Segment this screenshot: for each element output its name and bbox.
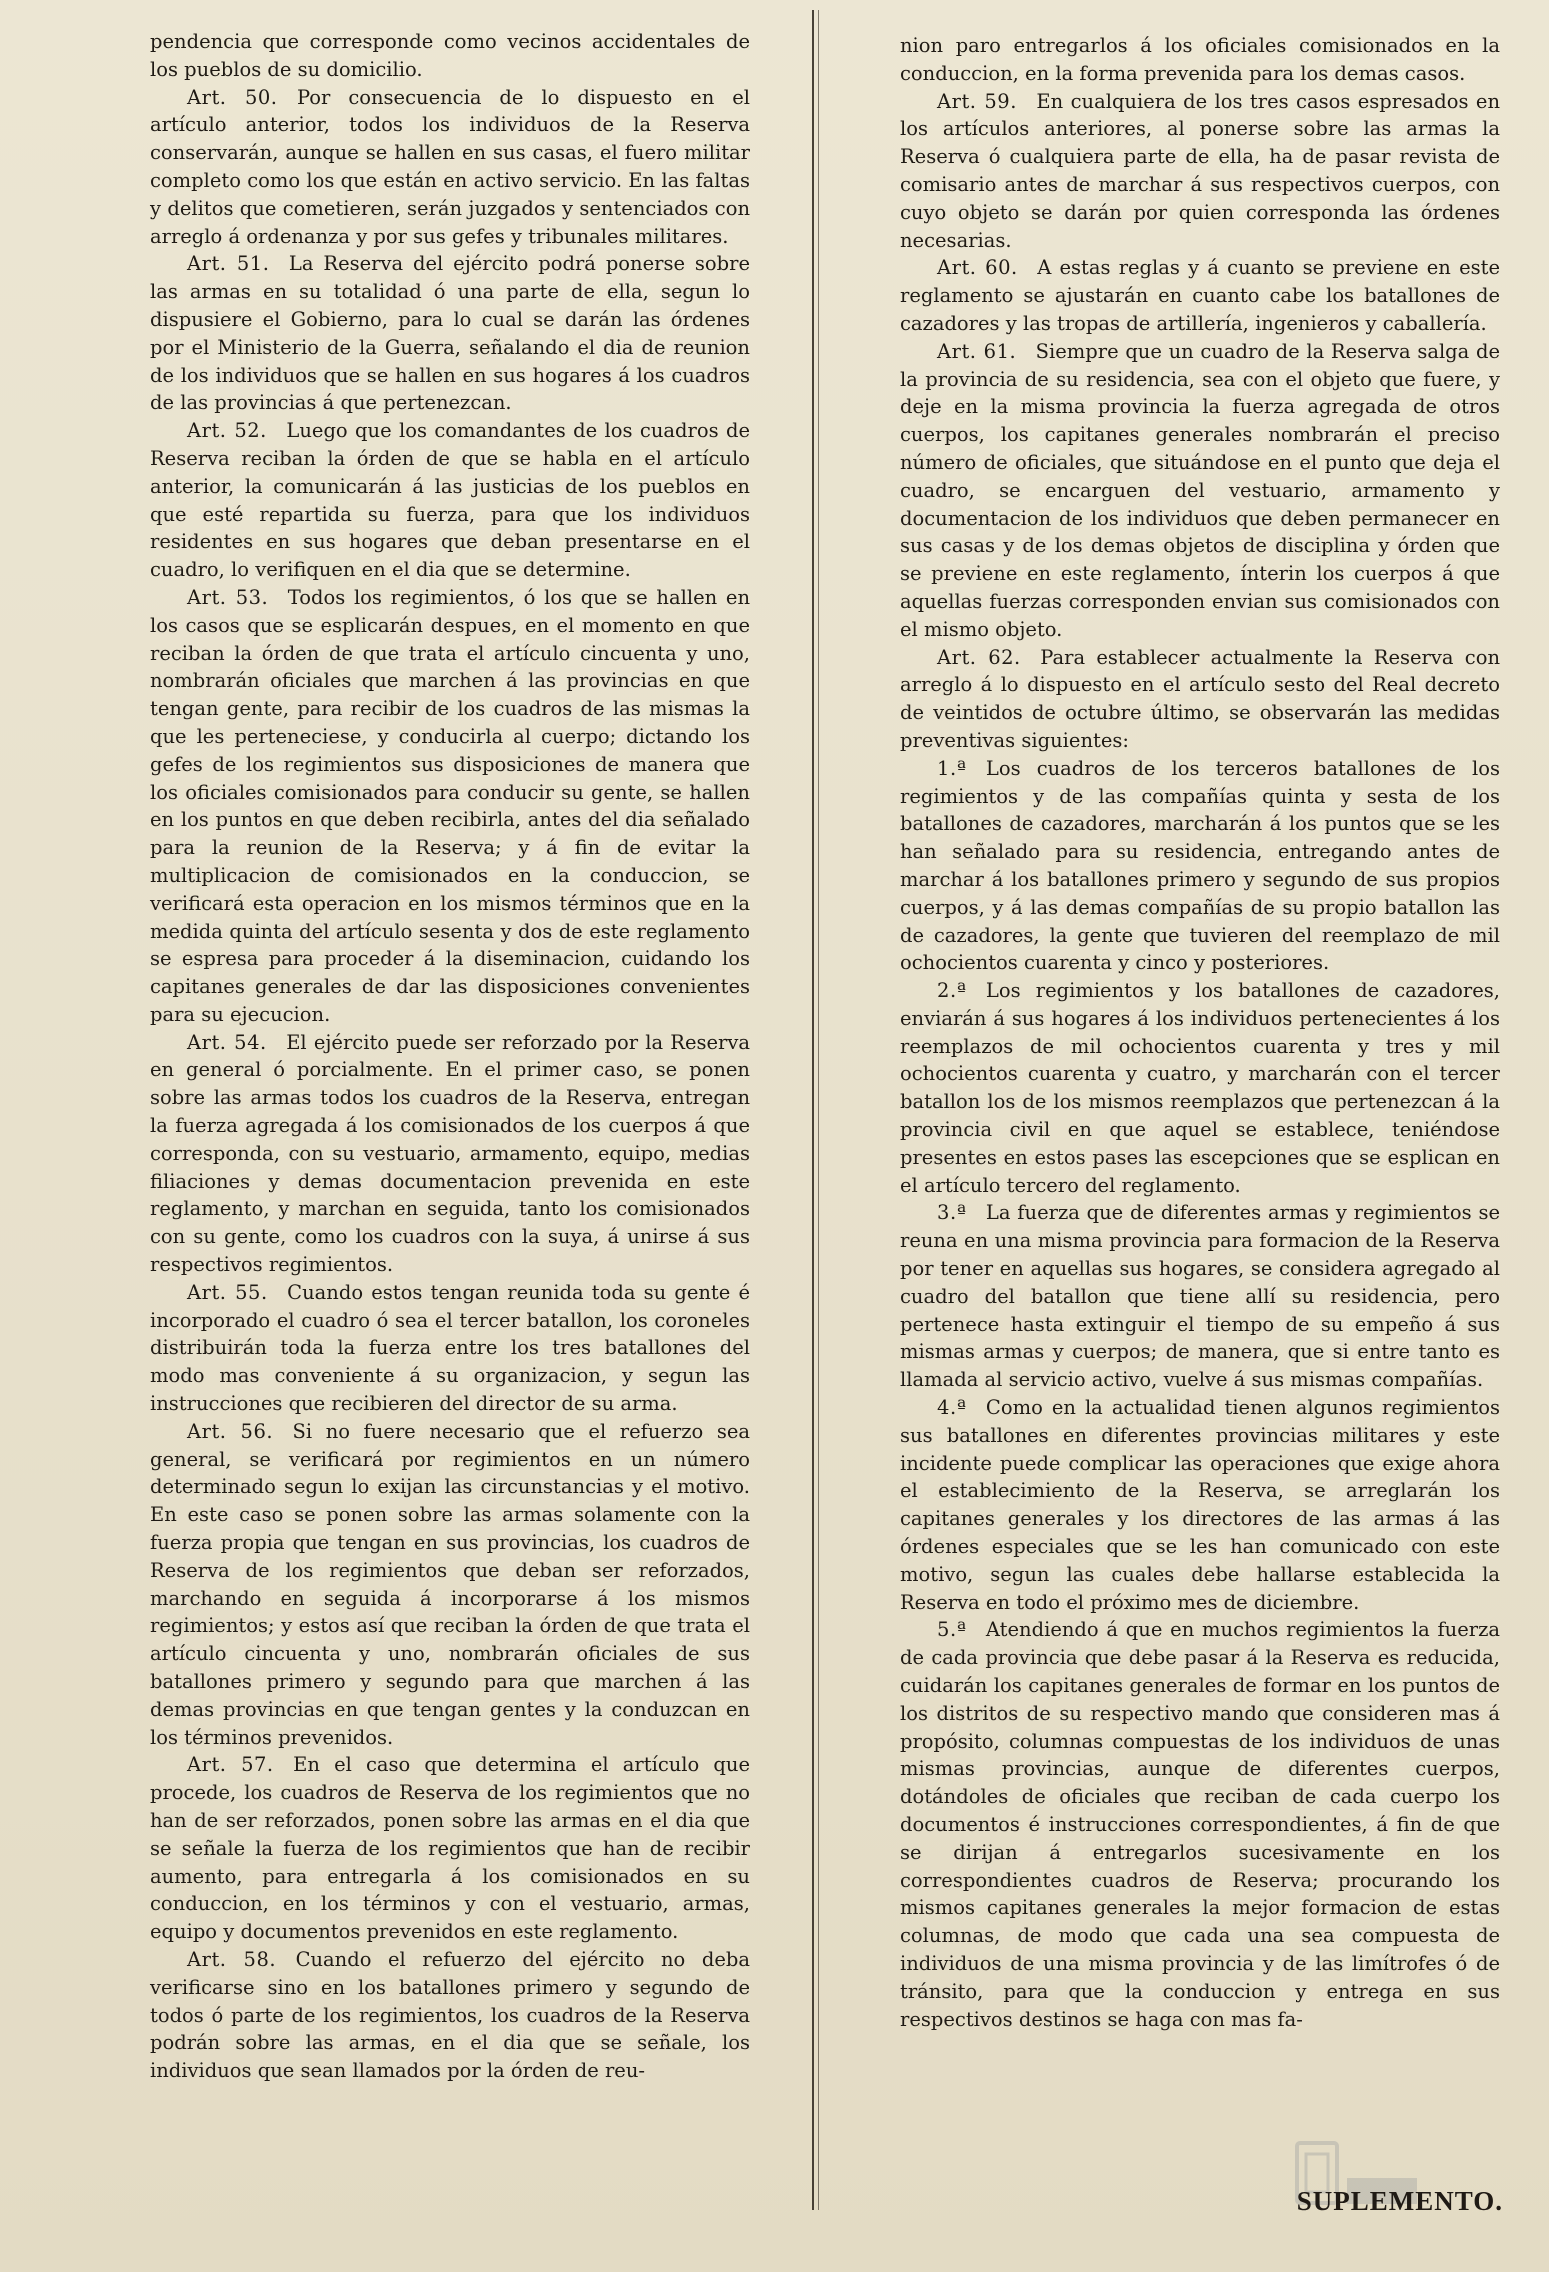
- article-number: Art. 50.: [187, 85, 278, 109]
- article-text: Si no fuere necesario que el refuerzo sea general, se verificará por regimientos en un número determinado segun lo exijan las circunstancias y el motivo. En este caso se ponen sobre las armas solamente con la fuerza propia que tengan en sus provincias, los cuadros de Reserva de los regimientos que deban ser reforzados, marchando en seguida á incorporarse á los mismos regimientos; y estos así que reciban la órden de que trata el artículo cincuenta y uno, nombrarán oficiales de sus batallones primero y segundo para que marchen á las demas provincias en que tengan gentes y la conduzcan en los términos prevenidos.: [150, 1419, 750, 1749]
- catchword: SUPLEMENTO.: [1296, 2186, 1503, 2216]
- right-column-paragraph: [900, 1394, 1500, 1616]
- left-column-paragraph: [150, 417, 750, 584]
- left-column-paragraph: [150, 28, 750, 84]
- article-text: Para establecer actualmente la Reserva con arreglo á lo dispuesto en el artículo sesto del Real decreto de veintidos de octubre último, se observarán las medidas preventivas siguientes:: [900, 645, 1500, 752]
- article-text: La Reserva del ejército podrá ponerse sobre las armas en su totalidad ó una parte de ella, segun lo dispusiere el Gobierno, para lo cual se darán las órdenes por el Ministerio de la Guerra, señalando el dia de reunion de los individuos que se hallen en sus hogares á los cuadros de las provincias á que pertenezcan.: [150, 252, 750, 415]
- article-text: Atendiendo á que en muchos regimientos la fuerza de cada provincia que debe pasar á la Reserva es reducida, cuidarán los capitanes generales de formar en los puntos de los distritos de su respectivo mando que consideren mas á propósito, columnas compuestas de los individuos de unas mismas provincias, aunque de diferentes cuerpos, dotándoles de oficiales que reciban de cada cuerpo los documentos é instrucciones correspondientes, á fin de que se dirijan á entregarlos sucesivamente en los correspondientes cuadros de Reserva; procurando los mismos capitanes generales la mejor formacion de estas columnas, de modo que cada una sea compuesta de individuos de una misma provincia y de las limítrofes ó de tránsito, para que la conduccion y entrega en sus respectivos destinos se haga con mas fa-: [900, 1618, 1500, 2031]
- article-number: Art. 51.: [187, 252, 270, 276]
- article-number: Art. 55.: [187, 1280, 268, 1304]
- left-column-paragraph: [150, 1418, 750, 1752]
- article-number: 3.ª: [937, 1201, 967, 1225]
- left-column-paragraph: [150, 1751, 750, 1946]
- article-text: Cuando estos tengan reunida toda su gente é incorporado el cuadro ó sea el tercer batallon, los coroneles distribuirán toda la fuerza entre los tres batallones del modo mas conveniente á su organizacion, y segun las instrucciones que recibieren del director de su arma.: [150, 1280, 750, 1416]
- article-text: Por consecuencia de lo dispuesto en el artículo anterior, todos los individuos de la Reserva conservarán, aunque se hallen en sus casas, el fuero militar completo como los que están en activo servicio. En las faltas y delitos que cometieren, serán juzgados y sentenciados con arreglo á ordenanza y por sus gefes y tribunales militares.: [150, 85, 751, 248]
- right-column-paragraph: [900, 1616, 1500, 2033]
- article-number: Art. 52.: [187, 419, 267, 443]
- right-column-paragraph: [900, 644, 1500, 755]
- right-column-paragraph: [900, 32, 1500, 88]
- article-text: Siempre que un cuadro de la Reserva salga de la provincia de su residencia, sea con el objeto que fuere, y deje en la misma provincia la fuerza agregada de otros cuerpos, los capitanes generales nombrarán el preciso número de oficiales, que situándose en el punto que deja el cuadro, se encarguen del vestuario, armamento y documentacion de los individuos que deben permanecer en sus casas y de los demas objetos de disciplina y órden que se previene en este reglamento, ínterin los cuerpos á que aquellas fuerzas corresponden envian sus comisionados con el mismo objeto.: [900, 339, 1500, 641]
- article-number: 2.ª: [937, 979, 967, 1003]
- left-column-paragraph: [150, 1029, 750, 1279]
- left-column-paragraph: [150, 1946, 750, 2085]
- article-number: Art. 58.: [187, 1947, 277, 1971]
- right-column-paragraph: [900, 254, 1500, 337]
- article-text: nion paro entregarlos á los oficiales comisionados en la conduccion, en la forma prevenida para los demas casos.: [900, 34, 1500, 85]
- right-column: [900, 32, 1500, 2033]
- right-column-paragraph: [900, 1199, 1500, 1394]
- article-text: Luego que los comandantes de los cuadros de Reserva reciban la órden de que se habla en el artículo anterior, la comunicarán á las justicias de los pueblos en que esté repartida su fuerza, para que los individuos residentes en sus hogares que deban presentarse en el cuadro, lo verifiquen en el dia que se determine.: [150, 419, 750, 582]
- left-column-paragraph: [150, 1279, 750, 1418]
- article-number: 5.ª: [937, 1618, 967, 1642]
- left-column: [150, 28, 750, 2085]
- article-text: Los cuadros de los terceros batallones de los regimientos y de las compañías quinta y sesta de los batallones de cazadores, marcharán á los puntos que se les han señalado para su residencia, entregando antes de marchar á los batallones primero y segundo de sus propios cuerpos, y á las demas compañías de su propio batallon las de cazadores, la gente que tuvieren del reemplazo de mil ochocientos cuarenta y cinco y posteriores.: [900, 756, 1500, 975]
- article-text: La fuerza que de diferentes armas y regimientos se reuna en una misma provincia para formacion de la Reserva por tener en aquellas sus hogares, se considera agregado al cuadro del batallon que tiene allí su residencia, pero pertenece hasta extinguir el tiempo de su empeño á sus mismas armas y cuerpos; de manera, que si entre tanto es llamada al servicio activo, vuelve á sus mismas compañías.: [900, 1201, 1500, 1392]
- right-column-paragraph: [900, 88, 1500, 255]
- article-number: Art. 59.: [937, 89, 1017, 113]
- column-divider: [812, 10, 814, 2210]
- article-text: A estas reglas y á cuanto se previene en este reglamento se ajustarán en cuanto cabe los batallones de cazadores y las tropas de artillería, ingenieros y caballería.: [900, 256, 1500, 335]
- article-text: En cualquiera de los tres casos espresados en los artículos anteriores, al ponerse sobre las armas la Reserva ó cualquiera parte de ella, ha de pasar revista de comisario antes de marchar á sus respectivos cuerpos, con cuyo objeto se darán por quien corresponda las órdenes necesarias.: [900, 89, 1500, 252]
- article-number: 1.ª: [937, 756, 967, 780]
- article-text: El ejército puede ser reforzado por la Reserva en general ó porcialmente. En el primer caso, se ponen sobre las armas todos los cuadros de la Reserva, entregan la fuerza agregada á los comisionados de los cuerpos á que corresponda, con su vestuario, armamento, equipo, medias filiaciones y demas documentacion prevenida en este reglamento, y marchan en seguida, tanto los comisionados con su gente, como los cuadros con la suya, á unirse á sus respectivos regimientos.: [150, 1030, 750, 1277]
- right-column-paragraph: [900, 338, 1500, 644]
- article-number: Art. 61.: [937, 339, 1017, 363]
- article-text: Cuando el refuerzo del ejército no deba verificarse sino en los batallones primero y segundo de todos ó parte de los regimientos, los cuadros de la Reserva podrán sobre las armas, en el dia que se señale, los individuos que sean llamados por la órden de reu-: [150, 1947, 750, 2083]
- article-text: pendencia que corresponde como vecinos accidentales de los pueblos de su domicilio.: [150, 30, 750, 81]
- article-text: En el caso que determina el artículo que procede, los cuadros de Reserva de los regimientos que no han de ser reforzados, ponen sobre las armas en el dia que se señale la fuerza de los regimientos que han de recibir aumento, para entregarla á los comisionados en su conduccion, en los términos y con el vestuario, armas, equipo y documentos prevenidos en este reglamento.: [150, 1753, 750, 1944]
- article-number: Art. 60.: [937, 256, 1018, 280]
- article-number: 4.ª: [937, 1396, 967, 1420]
- article-number: Art. 54.: [187, 1030, 267, 1054]
- article-number: Art. 62.: [937, 645, 1021, 669]
- article-text: Todos los regimientos, ó los que se hallen en los casos que se esplicarán despues, en el momento en que reciban la órden de que trata el artículo cincuenta y uno, nombrarán oficiales que marchen á las provincias en que tengan gente, para recibir de los cuadros de las mismas la que les perteneciese, y conducirla al cuerpo; dictando los gefes de los regimientos sus disposiciones de manera que los oficiales comisionados para conducir su gente, se hallen en los puntos en que deben recibirla, antes del dia señalado para la reunion de la Reserva; y á fin de evitar la multiplicacion de comisionados en la conduccion, se verificará esta operacion en los mismos términos que en la medida quinta del artículo sesenta y dos de este reglamento se espresa para proceder á la diseminacion, cuidando los capitanes generales de dar las disposiciones convenientes para su ejecucion.: [150, 585, 750, 1026]
- right-column-paragraph: [900, 755, 1500, 977]
- article-number: Art. 53.: [187, 585, 269, 609]
- column-divider-secondary: [818, 10, 819, 2210]
- right-column-paragraph: [900, 977, 1500, 1199]
- article-number: Art. 56.: [187, 1419, 274, 1443]
- article-text: Los regimientos y los batallones de cazadores, enviarán á sus hogares á los individuos pertenecientes á los reemplazos de mil ochocientos cuarenta y tres y mil ochocientos cuarenta y cuatro, y marcharán con el tercer batallon los de los mismos reemplazos que pertenezcan á la provincia civil en que aquel se establece, teniéndose presentes en estos pases las escepciones que se esplican en el artículo tercero del reglamento.: [900, 979, 1500, 1197]
- article-number: Art. 57.: [187, 1753, 274, 1777]
- left-column-paragraph: [150, 250, 750, 417]
- article-text: Como en la actualidad tienen algunos regimientos sus batallones en diferentes provincias militares y este incidente puede complicar las operaciones que exige ahora el establecimiento de la Reserva, se arreglarán los capitanes generales y los directores de las armas á las órdenes especiales que se les han comunicado con este motivo, segun las cuales debe hallarse establecida la Reserva en todo el próximo mes de diciembre.: [900, 1396, 1500, 1614]
- left-column-paragraph: [150, 84, 750, 251]
- left-column-paragraph: [150, 584, 750, 1029]
